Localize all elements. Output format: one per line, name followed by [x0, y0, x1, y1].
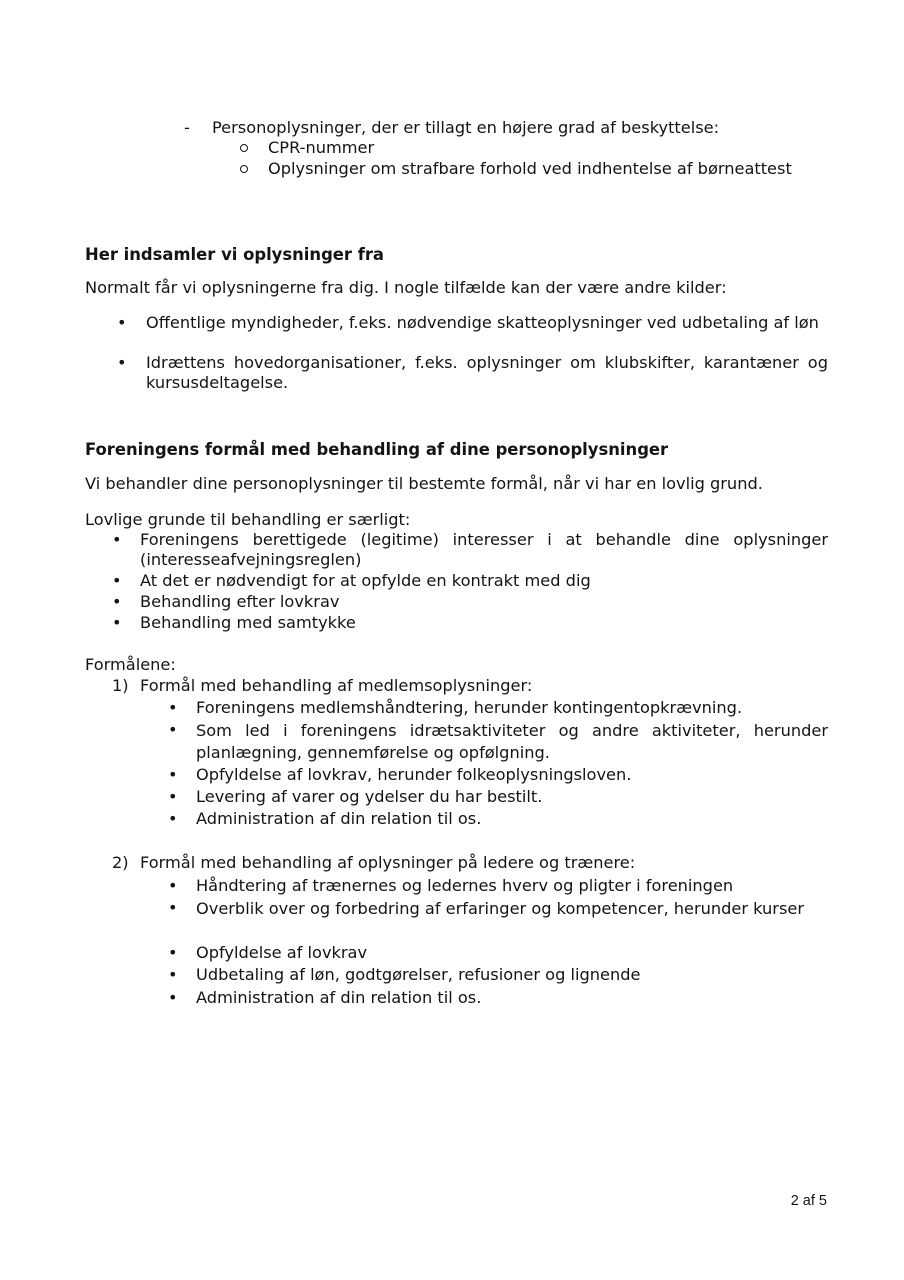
- list-number: 2): [112, 853, 129, 872]
- list-item: Behandling efter lovkrav: [140, 592, 340, 611]
- list-item: Offentlige myndigheder, f.eks. nødvendige skatteoplysninger ved udbetaling af løn: [146, 313, 819, 332]
- bullet-icon: •: [112, 530, 122, 549]
- group-title: Formål med behandling af medlemsoplysninger:: [140, 676, 533, 695]
- list-number: 1): [112, 676, 129, 695]
- bullet-icon: •: [117, 313, 127, 332]
- circle-bullet-icon: [240, 165, 248, 173]
- bullet-icon: •: [117, 353, 127, 372]
- paragraph: Vi behandler dine personoplysninger til bestemte formål, når vi har en lovlig grund.: [85, 474, 763, 493]
- paragraph: Lovlige grunde til behandling er særligt:: [85, 510, 411, 529]
- paragraph: Normalt får vi oplysningerne fra dig. I nogle tilfælde kan der være andre kilder:: [85, 278, 727, 297]
- section-heading: Foreningens formål med behandling af dine personoplysninger: [85, 440, 669, 459]
- list-item: Opfyldelse af lovkrav, herunder folkeoplysningsloven.: [196, 765, 632, 784]
- list-item: Udbetaling af løn, godtgørelser, refusioner og lignende: [196, 965, 641, 984]
- list-item: Opfyldelse af lovkrav: [196, 943, 368, 962]
- bullet-icon: •: [168, 720, 178, 739]
- list-item: Overblik over og forbedring af erfaringer og kompetencer, herunder kurser: [196, 899, 805, 918]
- bullet-icon: •: [168, 898, 178, 917]
- bullet-icon: •: [168, 765, 178, 784]
- list-item: Behandling med samtykke: [140, 613, 356, 632]
- bullet-icon: •: [112, 571, 122, 590]
- bullet-icon: •: [168, 787, 178, 806]
- bullet-icon: •: [168, 965, 178, 984]
- list-item: Håndtering af trænernes og ledernes hverv og pligter i foreningen: [196, 876, 734, 895]
- bullet-icon: •: [168, 943, 178, 962]
- list-item: CPR-nummer: [268, 138, 375, 157]
- section-heading: Her indsamler vi oplysninger fra: [85, 245, 384, 264]
- bullet-icon: •: [168, 809, 178, 828]
- circle-bullet-icon: [240, 144, 248, 152]
- list-item: Foreningens berettigede (legitime) interesser i at behandle dine oplysninger (interesseafvejningsreglen): [140, 530, 828, 569]
- bullet-icon: •: [168, 698, 178, 717]
- list-item: Som led i foreningens idrætsaktiviteter og andre aktiviteter, herunder planlægning, gennemførelse og opfølgning.: [196, 721, 828, 762]
- list-item: Levering af varer og ydelser du har bestilt.: [196, 787, 543, 806]
- list-item: Foreningens medlemshåndtering, herunder kontingentopkrævning.: [196, 698, 743, 717]
- list-item: Administration af din relation til os.: [196, 988, 482, 1007]
- list-item: Administration af din relation til os.: [196, 809, 482, 828]
- bullet-icon: •: [168, 988, 178, 1007]
- group-title: Formål med behandling af oplysninger på ledere og trænere:: [140, 853, 636, 872]
- list-item: Idrættens hovedorganisationer, f.eks. oplysninger om klubskifter, karantæner og kursusdeltagelse.: [146, 353, 828, 392]
- list-item: At det er nødvendigt for at opfylde en kontrakt med dig: [140, 571, 591, 590]
- dash-marker: -: [184, 118, 190, 137]
- page-number: 2 af 5: [790, 1193, 827, 1209]
- bullet-icon: •: [112, 613, 122, 632]
- bullet-icon: •: [168, 876, 178, 895]
- list-item: Oplysninger om strafbare forhold ved indhentelse af børneattest: [268, 159, 792, 178]
- paragraph: Formålene:: [85, 655, 176, 674]
- list-item: Personoplysninger, der er tillagt en højere grad af beskyttelse:: [212, 118, 720, 137]
- bullet-icon: •: [112, 592, 122, 611]
